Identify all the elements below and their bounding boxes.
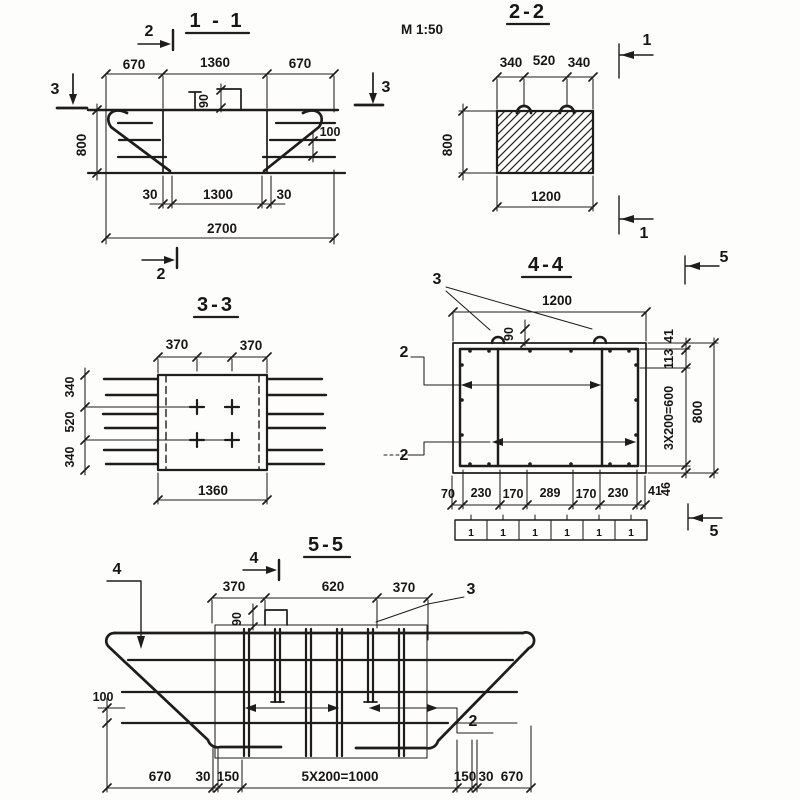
section-1-1-view xyxy=(51,10,391,283)
reinforcement-cage xyxy=(460,349,638,466)
dim-90-tenon: 90 xyxy=(230,612,244,626)
dim-800-height: 800 xyxy=(440,133,455,157)
cut-label-5-bottom: 5 xyxy=(709,523,719,540)
element-outline xyxy=(453,343,646,473)
cut-label-1-bottom: 1 xyxy=(639,225,649,242)
bent-bar-left xyxy=(106,633,281,747)
dim-370-right: 370 xyxy=(392,580,416,595)
dim-800-height: 800 xyxy=(74,133,89,157)
dim-100-bars: 100 xyxy=(319,125,341,139)
element-plan-outline xyxy=(158,375,267,470)
leader-label-3: 3 xyxy=(432,271,442,288)
dim-670-right: 670 xyxy=(500,769,524,784)
concrete-section-hatched xyxy=(497,111,593,173)
leaders-2 xyxy=(384,344,490,464)
dim-289: 289 xyxy=(539,486,561,500)
dim-370-left: 370 xyxy=(222,579,246,594)
rebar-lines xyxy=(118,123,335,157)
section-5-5-view xyxy=(93,534,535,792)
dim-1200: 1200 xyxy=(541,293,573,308)
dim-2700: 2700 xyxy=(206,221,238,236)
element-outline xyxy=(106,610,534,758)
bar-span-arrows xyxy=(461,381,636,446)
strip-cell: 1 xyxy=(596,527,602,539)
tenon xyxy=(265,610,287,625)
cut-label-4-top: 4 xyxy=(249,550,259,567)
dim-170-a: 170 xyxy=(502,487,524,501)
dim-520: 520 xyxy=(532,53,556,68)
cut-label-1-top: 1 xyxy=(642,32,652,49)
leader-label-2-top: 2 xyxy=(399,344,409,361)
section-1-1-title: 1 - 1 xyxy=(189,10,245,32)
section-5-5-title: 5-5 xyxy=(308,534,346,556)
dim-230-b: 230 xyxy=(607,486,629,500)
hidden-edges xyxy=(166,375,259,470)
dim-30-right: 30 xyxy=(276,187,292,202)
stirrup-legs xyxy=(498,349,602,466)
dim-340-right: 340 xyxy=(567,55,591,70)
dim-170-b: 170 xyxy=(575,487,597,501)
dim-1360: 1360 xyxy=(197,483,229,498)
rebar-section-dots xyxy=(460,349,638,466)
dim-150-right: 150 xyxy=(453,769,477,784)
bent-bar-right xyxy=(356,632,534,748)
dim-41-right: 41 xyxy=(662,329,676,343)
dim-670-right: 670 xyxy=(288,56,312,71)
strip-cell: 1 xyxy=(628,527,634,539)
leader-label-3: 3 xyxy=(466,581,476,598)
cut-label-3-left: 3 xyxy=(50,81,60,98)
leader-label-2: 2 xyxy=(468,713,478,730)
dim-100: 100 xyxy=(92,690,114,704)
core-edges xyxy=(163,110,267,173)
dim-30-left: 30 xyxy=(142,187,158,202)
dim-370-right: 370 xyxy=(239,338,263,353)
protruding-bars xyxy=(103,379,326,464)
leader-label-2-bottom: 2 xyxy=(399,447,409,464)
strip-cell: 1 xyxy=(532,527,538,539)
strip-cell: 1 xyxy=(468,527,474,539)
dim-520-mid: 520 xyxy=(63,411,77,433)
scale-note: М 1:50 xyxy=(400,22,444,37)
section-4-4-title: 4-4 xyxy=(528,254,566,276)
cut-label-3-right: 3 xyxy=(381,79,391,96)
cut-label-2-top: 2 xyxy=(144,23,154,40)
dim-800-height: 800 xyxy=(690,400,705,424)
dim-370-left: 370 xyxy=(165,337,189,352)
section-3-3-title: 3-3 xyxy=(197,294,235,316)
dim-41-bottom: 41 xyxy=(648,484,662,498)
section-4-4-view xyxy=(384,249,729,540)
dim-150-left: 150 xyxy=(216,769,240,784)
dim-30-right: 30 xyxy=(478,769,494,784)
dim-113: 113 xyxy=(662,348,676,370)
dim-340-left: 340 xyxy=(499,55,523,70)
dim-90-tenon: 90 xyxy=(197,94,211,108)
dim-1360: 1360 xyxy=(199,55,231,70)
dim-340-top: 340 xyxy=(63,376,77,398)
cross-leader-lines xyxy=(85,407,224,440)
dim-30-left: 30 xyxy=(195,769,211,784)
dim-70: 70 xyxy=(441,487,455,501)
dim-1200: 1200 xyxy=(530,189,562,204)
dim-340-bottom: 340 xyxy=(63,446,77,468)
dim-3x200-600: 3X200=600 xyxy=(662,385,676,451)
strip-cell: 1 xyxy=(500,527,506,539)
leader-3 xyxy=(376,581,476,622)
element-outline xyxy=(88,89,345,173)
dim-5x200-1000: 5X200=1000 xyxy=(301,769,379,784)
cut-markers xyxy=(619,32,653,242)
dim-670-left: 670 xyxy=(148,769,172,784)
dim-230-a: 230 xyxy=(470,486,492,500)
cut-label-5-top: 5 xyxy=(719,249,729,266)
dim-1300: 1300 xyxy=(202,187,234,202)
dim-90-loop: 90 xyxy=(502,327,516,341)
section-3-3-view xyxy=(63,294,326,504)
section-2-2-view xyxy=(440,1,653,242)
section-2-2-title: 2-2 xyxy=(509,1,547,23)
position-strip xyxy=(455,515,647,540)
dim-670-left: 670 xyxy=(122,57,146,72)
cut-label-4-left: 4 xyxy=(112,561,122,578)
dim-46: 46 xyxy=(659,482,673,496)
dimension-lines xyxy=(448,308,718,509)
cut-markers xyxy=(685,249,729,540)
cut-label-2-bottom: 2 xyxy=(156,266,166,283)
dim-620: 620 xyxy=(321,579,345,594)
strip-cell: 1 xyxy=(564,527,570,539)
